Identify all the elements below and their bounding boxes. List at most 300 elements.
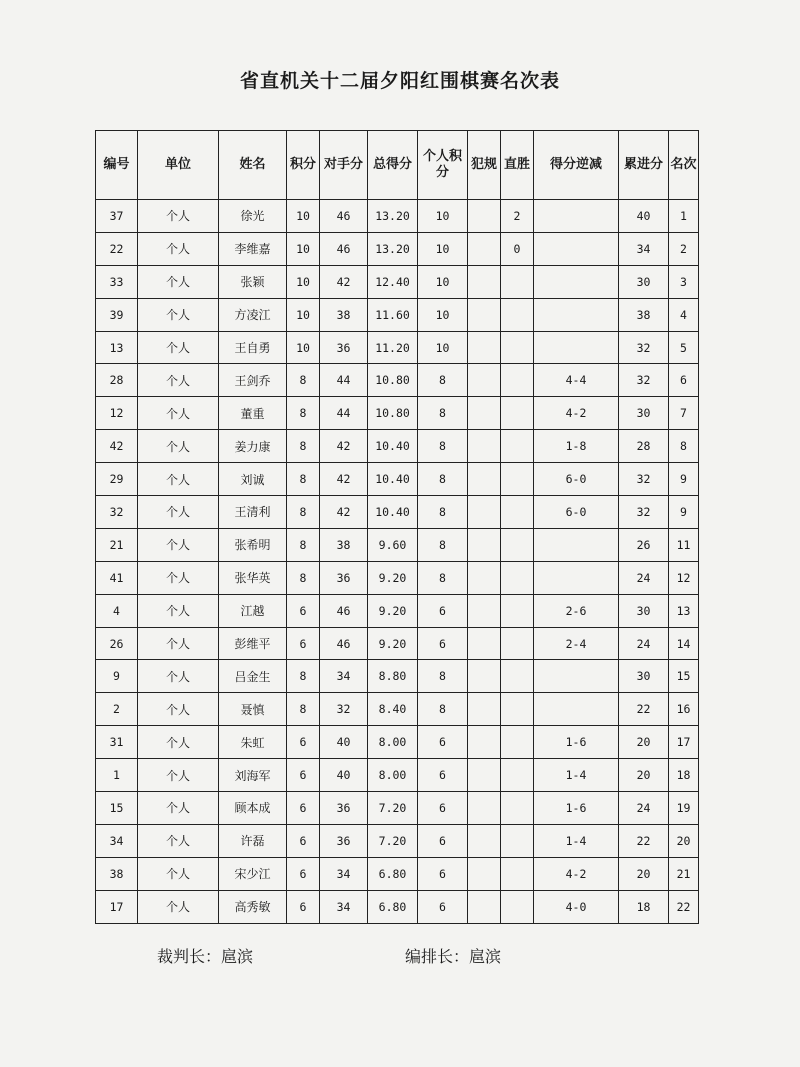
table-cell — [468, 200, 501, 233]
column-header: 总得分 — [368, 131, 418, 200]
table-cell: 6.80 — [368, 890, 418, 923]
table-cell: 0 — [501, 232, 534, 265]
column-header: 得分逆减 — [534, 131, 619, 200]
table-cell: 29 — [96, 463, 138, 496]
table-cell: 个人 — [138, 232, 219, 265]
table-cell: 44 — [320, 364, 368, 397]
table-cell: 8 — [669, 430, 699, 463]
table-cell: 42 — [320, 265, 368, 298]
table-cell: 6 — [418, 857, 468, 890]
table-cell: 8.40 — [368, 693, 418, 726]
table-cell: 42 — [320, 496, 368, 529]
table-cell: 38 — [96, 857, 138, 890]
table-cell: 8.00 — [368, 759, 418, 792]
table-cell — [534, 561, 619, 594]
table-cell: 4 — [96, 594, 138, 627]
table-cell: 1-8 — [534, 430, 619, 463]
table-cell: 44 — [320, 397, 368, 430]
table-cell: 8 — [287, 660, 320, 693]
table-cell: 10 — [287, 200, 320, 233]
table-cell: 38 — [619, 298, 669, 331]
table-cell: 6 — [418, 759, 468, 792]
table-cell: 30 — [619, 397, 669, 430]
table-cell: 12 — [669, 561, 699, 594]
table-cell: 8.80 — [368, 660, 418, 693]
table-cell: 6 — [287, 890, 320, 923]
table-header-row — [96, 131, 699, 200]
table-cell: 8 — [418, 528, 468, 561]
table-cell: 个人 — [138, 463, 219, 496]
table-cell: 40 — [619, 200, 669, 233]
table-cell: 8 — [418, 496, 468, 529]
column-header: 犯规 — [468, 131, 501, 200]
table-row — [96, 430, 699, 463]
table-cell: 个人 — [138, 693, 219, 726]
table-cell: 8.00 — [368, 726, 418, 759]
column-header: 个人积分 — [418, 131, 468, 200]
table-cell — [534, 528, 619, 561]
table-cell: 46 — [320, 627, 368, 660]
table-cell: 个人 — [138, 824, 219, 857]
table-cell — [501, 397, 534, 430]
table-cell — [468, 232, 501, 265]
table-cell: 10 — [287, 232, 320, 265]
table-cell: 13 — [669, 594, 699, 627]
table-row — [96, 200, 699, 233]
table-cell: 12 — [96, 397, 138, 430]
table-cell: 10 — [418, 265, 468, 298]
table-cell: 个人 — [138, 430, 219, 463]
table-cell: 38 — [320, 298, 368, 331]
table-cell: 个人 — [138, 298, 219, 331]
table-cell: 34 — [96, 824, 138, 857]
table-cell: 10 — [418, 298, 468, 331]
table-cell: 8 — [418, 660, 468, 693]
table-cell: 13.20 — [368, 232, 418, 265]
table-cell — [534, 298, 619, 331]
table-cell: 32 — [619, 331, 669, 364]
table-cell: 20 — [619, 759, 669, 792]
table-cell: 9.60 — [368, 528, 418, 561]
table-cell — [501, 890, 534, 923]
table-cell: 顾本成 — [219, 792, 287, 825]
table-cell: 6.80 — [368, 857, 418, 890]
table-cell: 董重 — [219, 397, 287, 430]
column-header: 累进分 — [619, 131, 669, 200]
table-cell: 8 — [287, 364, 320, 397]
table-cell: 31 — [96, 726, 138, 759]
table-cell — [534, 660, 619, 693]
table-cell: 1-4 — [534, 824, 619, 857]
table-cell: 张希明 — [219, 528, 287, 561]
table-cell — [468, 265, 501, 298]
table-cell: 个人 — [138, 890, 219, 923]
table-cell: 11.60 — [368, 298, 418, 331]
table-cell: 1 — [96, 759, 138, 792]
table-cell: 14 — [669, 627, 699, 660]
table-row — [96, 693, 699, 726]
table-cell: 8 — [418, 561, 468, 594]
table-cell — [501, 561, 534, 594]
table-cell — [501, 857, 534, 890]
table-cell — [468, 496, 501, 529]
table-cell: 2-4 — [534, 627, 619, 660]
table-cell — [468, 890, 501, 923]
column-header: 编号 — [96, 131, 138, 200]
table-cell — [468, 528, 501, 561]
table-cell: 王剑乔 — [219, 364, 287, 397]
table-cell: 34 — [320, 857, 368, 890]
table-cell: 11.20 — [368, 331, 418, 364]
table-row — [96, 496, 699, 529]
page-title: 省直机关十二届夕阳红围棋赛名次表 — [239, 70, 560, 92]
table-cell: 10 — [287, 331, 320, 364]
table-cell: 高秀敏 — [219, 890, 287, 923]
table-row — [96, 265, 699, 298]
table-cell: 个人 — [138, 792, 219, 825]
table-row — [96, 397, 699, 430]
table-cell: 32 — [619, 463, 669, 496]
table-cell: 21 — [669, 857, 699, 890]
table-cell: 17 — [96, 890, 138, 923]
table-cell: 6 — [287, 627, 320, 660]
table-cell — [501, 824, 534, 857]
table-cell — [501, 265, 534, 298]
table-cell — [501, 693, 534, 726]
table-cell — [468, 463, 501, 496]
table-cell: 33 — [96, 265, 138, 298]
table-cell: 36 — [320, 561, 368, 594]
table-cell: 20 — [619, 726, 669, 759]
table-cell: 8 — [287, 463, 320, 496]
table-cell: 12.40 — [368, 265, 418, 298]
table-cell: 吕金生 — [219, 660, 287, 693]
table-cell: 6-0 — [534, 463, 619, 496]
table-cell: 个人 — [138, 397, 219, 430]
table-cell: 2 — [669, 232, 699, 265]
table-row — [96, 561, 699, 594]
table-cell: 9 — [96, 660, 138, 693]
table-cell: 42 — [320, 430, 368, 463]
table-cell: 42 — [96, 430, 138, 463]
table-cell: 20 — [669, 824, 699, 857]
table-cell: 6 — [287, 824, 320, 857]
table-cell: 20 — [619, 857, 669, 890]
table-cell — [468, 726, 501, 759]
table-cell: 46 — [320, 232, 368, 265]
table-cell — [468, 397, 501, 430]
table-cell: 10 — [287, 265, 320, 298]
table-row — [96, 463, 699, 496]
table-cell: 13 — [96, 331, 138, 364]
table-cell: 10.80 — [368, 364, 418, 397]
table-cell: 个人 — [138, 561, 219, 594]
table-cell — [501, 726, 534, 759]
table-cell: 15 — [96, 792, 138, 825]
table-cell — [468, 430, 501, 463]
table-cell — [534, 200, 619, 233]
table-cell: 21 — [96, 528, 138, 561]
table-row — [96, 331, 699, 364]
table-cell: 36 — [320, 824, 368, 857]
table-cell: 46 — [320, 200, 368, 233]
column-header: 直胜 — [501, 131, 534, 200]
column-header: 单位 — [138, 131, 219, 200]
table-cell: 8 — [287, 561, 320, 594]
table-cell: 8 — [287, 528, 320, 561]
table-cell — [534, 265, 619, 298]
table-cell: 刘诚 — [219, 463, 287, 496]
table-cell: 22 — [669, 890, 699, 923]
table-cell: 9 — [669, 496, 699, 529]
table-cell: 8 — [418, 693, 468, 726]
table-cell — [501, 298, 534, 331]
table-cell: 徐光 — [219, 200, 287, 233]
table-cell: 8 — [418, 463, 468, 496]
column-header: 名次 — [669, 131, 699, 200]
table-cell: 李维嘉 — [219, 232, 287, 265]
table-cell: 32 — [619, 496, 669, 529]
table-cell: 42 — [320, 463, 368, 496]
table-cell: 30 — [619, 265, 669, 298]
table-cell: 10 — [418, 331, 468, 364]
table-cell: 聂慎 — [219, 693, 287, 726]
table-cell: 34 — [619, 232, 669, 265]
table-cell: 个人 — [138, 726, 219, 759]
table-cell: 王自勇 — [219, 331, 287, 364]
table-cell — [468, 594, 501, 627]
table-cell: 32 — [320, 693, 368, 726]
table-cell: 19 — [669, 792, 699, 825]
table-cell: 6 — [287, 759, 320, 792]
table-cell — [468, 331, 501, 364]
table-cell: 22 — [619, 824, 669, 857]
table-cell: 9.20 — [368, 627, 418, 660]
table-cell: 个人 — [138, 200, 219, 233]
table-cell: 许磊 — [219, 824, 287, 857]
table-cell: 10 — [418, 232, 468, 265]
table-cell: 17 — [669, 726, 699, 759]
table-row — [96, 857, 699, 890]
table-cell: 8 — [287, 693, 320, 726]
column-header: 对手分 — [320, 131, 368, 200]
table-cell: 2-6 — [534, 594, 619, 627]
table-cell: 6 — [418, 627, 468, 660]
table-cell — [501, 430, 534, 463]
table-cell — [468, 693, 501, 726]
ranking-table — [95, 130, 699, 924]
table-cell: 6 — [418, 726, 468, 759]
table-body — [96, 200, 699, 924]
table-cell: 9.20 — [368, 561, 418, 594]
table-cell: 28 — [96, 364, 138, 397]
table-row — [96, 232, 699, 265]
table-cell: 10 — [287, 298, 320, 331]
table-cell: 40 — [320, 759, 368, 792]
table-cell — [468, 660, 501, 693]
table-cell: 个人 — [138, 857, 219, 890]
table-cell: 4-2 — [534, 397, 619, 430]
table-cell: 姜力康 — [219, 430, 287, 463]
table-cell: 朱虹 — [219, 726, 287, 759]
table-cell: 10.40 — [368, 463, 418, 496]
table-cell: 彭维平 — [219, 627, 287, 660]
table-cell: 张颖 — [219, 265, 287, 298]
table-cell: 个人 — [138, 265, 219, 298]
table-cell: 36 — [320, 792, 368, 825]
table-cell: 10.40 — [368, 496, 418, 529]
table-cell — [534, 331, 619, 364]
table-cell: 39 — [96, 298, 138, 331]
table-row — [96, 824, 699, 857]
table-cell: 6 — [287, 857, 320, 890]
table-cell: 1-6 — [534, 792, 619, 825]
table-cell: 22 — [619, 693, 669, 726]
table-cell — [501, 364, 534, 397]
table-cell: 26 — [96, 627, 138, 660]
table-cell — [501, 759, 534, 792]
table-cell: 22 — [96, 232, 138, 265]
table-row — [96, 627, 699, 660]
table-cell: 28 — [619, 430, 669, 463]
table-cell: 方凌江 — [219, 298, 287, 331]
table-cell: 2 — [96, 693, 138, 726]
table-cell: 24 — [619, 561, 669, 594]
table-cell: 王清利 — [219, 496, 287, 529]
table-row — [96, 528, 699, 561]
table-cell: 江越 — [219, 594, 287, 627]
table-row — [96, 594, 699, 627]
table-cell: 38 — [320, 528, 368, 561]
table-cell: 8 — [287, 496, 320, 529]
table-cell: 10 — [418, 200, 468, 233]
table-row — [96, 660, 699, 693]
table-row — [96, 726, 699, 759]
table-cell: 15 — [669, 660, 699, 693]
table-cell: 8 — [418, 430, 468, 463]
table-cell — [468, 857, 501, 890]
table-cell: 1 — [669, 200, 699, 233]
table-cell: 6-0 — [534, 496, 619, 529]
table-cell: 6 — [669, 364, 699, 397]
table-cell: 9 — [669, 463, 699, 496]
table-cell: 40 — [320, 726, 368, 759]
table-cell: 6 — [287, 594, 320, 627]
table-cell — [468, 759, 501, 792]
table-cell: 41 — [96, 561, 138, 594]
chief-referee: 裁判长：扈滨 — [157, 947, 254, 966]
table-cell: 个人 — [138, 364, 219, 397]
table-cell: 个人 — [138, 627, 219, 660]
column-header: 姓名 — [219, 131, 287, 200]
table-cell: 张华英 — [219, 561, 287, 594]
table-cell — [468, 298, 501, 331]
table-row — [96, 298, 699, 331]
table-cell: 7.20 — [368, 824, 418, 857]
table-cell: 6 — [418, 824, 468, 857]
table-cell — [501, 528, 534, 561]
table-cell: 4 — [669, 298, 699, 331]
table-cell: 34 — [320, 660, 368, 693]
table-cell: 8 — [418, 397, 468, 430]
table-cell: 个人 — [138, 528, 219, 561]
table-cell: 5 — [669, 331, 699, 364]
table-cell — [468, 364, 501, 397]
table-cell: 1-6 — [534, 726, 619, 759]
table-cell: 8 — [287, 430, 320, 463]
table-cell — [501, 627, 534, 660]
table-cell: 24 — [619, 627, 669, 660]
scheduler: 编排长：扈滨 — [405, 947, 502, 966]
table-cell: 1-4 — [534, 759, 619, 792]
table-cell — [501, 792, 534, 825]
table-cell: 个人 — [138, 594, 219, 627]
table-cell — [501, 594, 534, 627]
table-cell: 3 — [669, 265, 699, 298]
table-cell: 16 — [669, 693, 699, 726]
table-cell: 30 — [619, 660, 669, 693]
table-cell: 宋少江 — [219, 857, 287, 890]
table-cell: 个人 — [138, 660, 219, 693]
table-cell — [534, 232, 619, 265]
table-cell: 6 — [287, 726, 320, 759]
table-cell: 6 — [418, 890, 468, 923]
table-cell: 30 — [619, 594, 669, 627]
table-cell — [501, 660, 534, 693]
table-cell: 个人 — [138, 496, 219, 529]
table-cell: 24 — [619, 792, 669, 825]
table-cell: 刘海军 — [219, 759, 287, 792]
table-cell: 9.20 — [368, 594, 418, 627]
table-cell: 6 — [418, 792, 468, 825]
table-cell: 2 — [501, 200, 534, 233]
table-cell: 26 — [619, 528, 669, 561]
table-cell — [534, 693, 619, 726]
table-cell — [501, 496, 534, 529]
column-header: 积分 — [287, 131, 320, 200]
table-cell: 46 — [320, 594, 368, 627]
table-cell: 8 — [418, 364, 468, 397]
table-cell: 6 — [287, 792, 320, 825]
table-cell: 4-4 — [534, 364, 619, 397]
table-cell: 11 — [669, 528, 699, 561]
table-cell: 10.80 — [368, 397, 418, 430]
table-cell: 10.40 — [368, 430, 418, 463]
table-cell: 个人 — [138, 759, 219, 792]
table-cell: 37 — [96, 200, 138, 233]
table-cell: 8 — [287, 397, 320, 430]
table-cell: 7 — [669, 397, 699, 430]
table-row — [96, 890, 699, 923]
table-cell: 18 — [669, 759, 699, 792]
table-cell: 18 — [619, 890, 669, 923]
table-cell: 36 — [320, 331, 368, 364]
table-row — [96, 792, 699, 825]
table-row — [96, 364, 699, 397]
table-cell: 6 — [418, 594, 468, 627]
table-cell — [468, 561, 501, 594]
table-row — [96, 759, 699, 792]
table-cell — [501, 463, 534, 496]
table-cell: 34 — [320, 890, 368, 923]
table-cell: 4-2 — [534, 857, 619, 890]
table-cell — [468, 792, 501, 825]
table-cell: 4-0 — [534, 890, 619, 923]
table-cell — [501, 331, 534, 364]
table-cell — [468, 627, 501, 660]
table-cell: 32 — [619, 364, 669, 397]
table-cell: 32 — [96, 496, 138, 529]
